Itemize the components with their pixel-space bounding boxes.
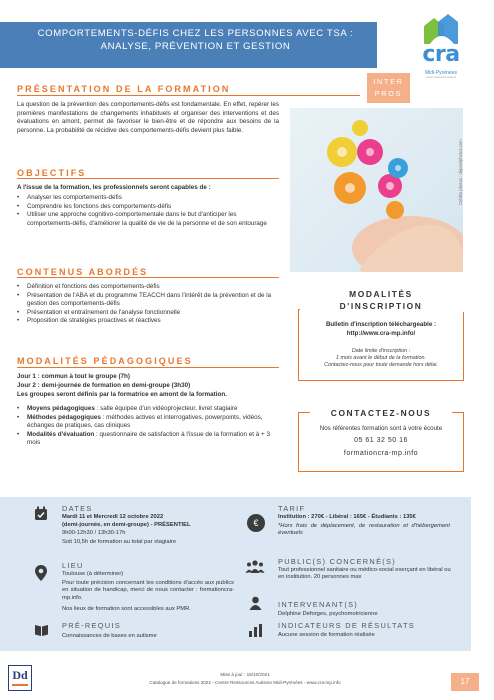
- objectifs-list: [17, 194, 279, 228]
- tarif-label: TARIF: [278, 504, 306, 513]
- contact-text: Nos référentes formation sont à votre écoute: [319, 425, 443, 432]
- datadock-stripe: [12, 684, 28, 686]
- logo-subtitle: Midi-Pyrénées: [425, 70, 457, 76]
- indicateurs-text: Aucune session de formation réalisée: [278, 632, 375, 638]
- inscription-title-1: MODALITÉS: [349, 289, 413, 299]
- dates-line4: Soit 10,5h de formation au total par stagiaire: [62, 539, 177, 545]
- deadline-contact: Contactez-nous pour toute demande hors délai.: [324, 362, 438, 368]
- item-text: : salle équipée d'un vidéoprojecteur, livret stagiaire: [94, 405, 238, 412]
- contact-email[interactable]: formationcra-mp.info: [343, 450, 419, 457]
- logo-tagline: centre ressources autisme: [425, 76, 457, 79]
- cra-logo: [410, 12, 472, 82]
- datadock-logo: [8, 665, 32, 691]
- inscription-title-2: D'INSCRIPTION: [339, 301, 423, 311]
- inscription-bulletin: Bulletin d'inscription téléchargeable :: [325, 321, 437, 328]
- inter-pros-tag: [367, 73, 410, 103]
- contenus-list: [17, 283, 279, 326]
- item-text: : méthodes actives et interrogatives, powerpoints, vidéos, échanges de pratiques, cas cliniques: [27, 413, 263, 430]
- item-label: Méthodes pédagogiques: [27, 413, 101, 421]
- lieu-label: LIEU: [62, 561, 84, 570]
- lieu-line2: Pour toute précision concernant les conditions d'accès aux publics en situation de handicap, merci de nous contacter : formationcra-mp.info.: [62, 580, 234, 601]
- lieu-line1: Toulouse (à déterminer): [62, 571, 124, 577]
- pedago-jour1: Jour 1 : commun à tout le groupe (7h): [17, 373, 130, 380]
- contenus-divider: [17, 277, 279, 278]
- prerequis-text: Connaissances de bases en autisme: [62, 633, 157, 639]
- item-label: Moyens pédagogiques: [27, 405, 95, 412]
- dates-line1: Mardi 11 et Mercredi 12 octobre 2022: [62, 514, 164, 520]
- tarif-line1: Institution : 270€ - Libéral : 165€ - Étudiants : 135€: [278, 514, 416, 520]
- list-item: • Présentation de l'ABA et du programme TEACCH dans l'intérêt de la prévention et de la gestion des comportements-défis: [17, 292, 279, 309]
- objectifs-title: OBJECTIFS: [17, 168, 87, 178]
- prerequis-label: PRÉ-REQUIS: [62, 621, 121, 630]
- people-icon: [245, 560, 265, 576]
- chart-icon: [248, 624, 263, 640]
- public-text: Tout professionnel sanitaire ou médico-social exerçant en libéral ou en institution. 20 personnes max: [278, 567, 451, 581]
- inter-label: INTER: [373, 77, 404, 86]
- objectifs-intro: A l'issue de la formation, les professionnels seront capables de :: [17, 184, 211, 191]
- footer-update: Mise à jour : 15/10/2021: [220, 672, 270, 677]
- pedago-list: [17, 405, 279, 448]
- pedago-groupes: Les groupes seront définis par la formatrice en amont de la formation.: [17, 391, 227, 398]
- dates-line2: (demi-journée, en demi-groupe) - PRÉSENTIEL: [62, 522, 191, 528]
- list-item: • Comprendre les fonctions des comportements-défis: [17, 203, 279, 212]
- inscription-deadline: [302, 348, 460, 369]
- intervenant-label: INTERVENANT(S): [278, 600, 359, 609]
- calendar-icon: [34, 506, 48, 524]
- intervenant-text: Delphine Deforges, psychomotricienne: [278, 611, 378, 617]
- presentation-text: La question de la prévention des comportements-défis est fondamentale. En effet, repérer les premières manifestations de changements inhabituels et organiser des interventions et des évaluations en amont, permet de favoriser le bien-être et de répondre aux besoins de la personne. La probabilité de récidive des comportements-défis devient plus faible.: [17, 101, 279, 134]
- contenus-title: CONTENUS ABORDÉS: [17, 267, 149, 277]
- dates-line3: 9h00-12h30 / 13h30-17h: [62, 530, 126, 536]
- presentation-title: PRÉSENTATION DE LA FORMATION: [17, 84, 231, 94]
- pedago-divider: [17, 367, 279, 368]
- item-label: Modalités d'évaluation: [27, 430, 95, 438]
- tarif-line2: *Hors frais de déplacement, de restauration et d'hébergement éventuels: [278, 523, 450, 537]
- indicateurs-label: INDICATEURS DE RÉSULTATS: [278, 621, 416, 630]
- contact-phone[interactable]: 05 61 32 50 16: [354, 437, 408, 444]
- euro-icon: €: [247, 514, 265, 532]
- list-item: [17, 405, 279, 414]
- list-item: • Définition et fonctions des comportements-défis: [17, 283, 279, 292]
- list-item: • Présentation et entraînement de l'analyse fonctionnelle: [17, 309, 279, 318]
- presentation-divider: [17, 95, 360, 96]
- dates-label: DATES: [62, 504, 93, 513]
- pedago-jour2: Jour 2 : demi-journée de formation en demi-groupe (3h30): [17, 382, 191, 389]
- location-pin-icon: [35, 565, 47, 584]
- inscription-link[interactable]: http://www.cra-mp.info/: [346, 330, 416, 337]
- datadock-text: Dd: [12, 668, 28, 682]
- inscription-box: [298, 309, 464, 381]
- pros-label: PROS: [374, 89, 403, 98]
- page-title: COMPORTEMENTS-DÉFIS CHEZ LES PERSONNES AVEC TSA : ANALYSE, PRÉVENTION ET GESTION: [37, 28, 354, 52]
- public-label: PUBLIC(S) CONCERNÉ(S): [278, 557, 397, 566]
- person-icon: [249, 596, 262, 613]
- list-item: • Analyser les comportements-défis: [17, 194, 279, 203]
- deadline-label: Date limite d'inscription :: [351, 348, 411, 354]
- list-item: • Proposition de stratégies proactives et réactives: [17, 317, 279, 326]
- gears-photo: [290, 108, 463, 272]
- logo-text: cra: [422, 42, 460, 67]
- page-number: 17: [451, 673, 479, 691]
- deadline-value: 1 mois avant le début de la formation.: [336, 355, 426, 361]
- list-item: [17, 414, 279, 431]
- contact-title: CONTACTEZ-NOUS: [330, 408, 432, 418]
- list-item: • Utiliser une approche cognitivo-comportementale dans le but d'anticiper les comportements-défis, d'améliorer la qualité de vie de la personne et de son entourage: [17, 211, 279, 228]
- pedago-title: MODALITÉS PÉDAGOGIQUES: [17, 356, 193, 366]
- lieu-line3: Nos lieux de formation sont accessibles aux PMR.: [62, 606, 191, 612]
- photo-credit: Crédits photos : depositphotos.com: [458, 139, 463, 205]
- book-icon: [34, 624, 49, 640]
- list-item: [17, 431, 279, 448]
- objectifs-divider: [17, 178, 279, 179]
- footer-catalogue: Catalogue de formations 2022 - Centre Ressources Autisme Midi-Pyrénées - www.cra-mp.info: [149, 680, 341, 685]
- item-text: : questionnaire de satisfaction à l'issue de la formation et à + 3 mois: [27, 430, 270, 447]
